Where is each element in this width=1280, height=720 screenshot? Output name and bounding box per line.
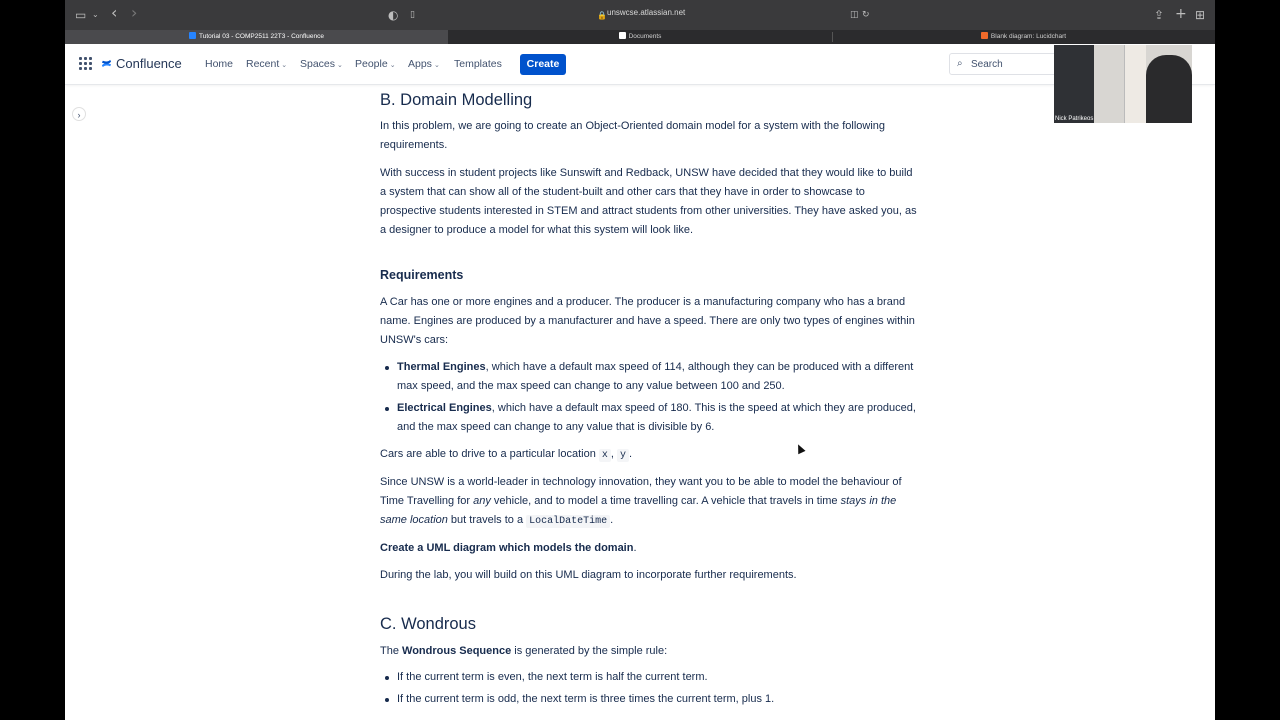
- nav-people[interactable]: People ⌄: [355, 58, 396, 70]
- app-switcher-icon[interactable]: [79, 57, 92, 70]
- video-call-tile[interactable]: [1054, 45, 1192, 123]
- tab-title: Documents: [628, 33, 662, 40]
- nav-home[interactable]: Home: [205, 58, 234, 70]
- list-item-rule-odd: If the current term is odd, the next term is three times the current term, plus 1.: [397, 690, 919, 709]
- tab-confluence[interactable]: [65, 30, 448, 44]
- lucidchart-favicon-icon: [981, 32, 988, 39]
- create-button[interactable]: Create: [520, 54, 566, 75]
- nav-spaces[interactable]: Spaces ⌄: [300, 58, 343, 70]
- nav-recent[interactable]: Recent ⌄: [246, 58, 288, 70]
- share-icon[interactable]: ⇪: [1154, 8, 1165, 22]
- search-input[interactable]: [971, 57, 1066, 71]
- tab-title: Tutorial 03 - COMP2511 22T3 - Confluence: [198, 33, 324, 40]
- requirements-heading: Requirements: [380, 268, 464, 282]
- code-y: y: [617, 449, 629, 462]
- chevron-down-icon: ⌄: [337, 62, 343, 69]
- chevron-down-icon: ⌄: [281, 62, 288, 69]
- requirements-paragraph: A Car has one or more engines and a producer. The producer is a manufacturing company who has a brand name. Engines are produced by a manufacturer and have a speed. There are only two types of engines within UNSW's cars:: [380, 296, 915, 346]
- nav-apps[interactable]: Apps ⌄: [408, 58, 440, 70]
- search-box[interactable]: [949, 53, 1069, 75]
- video-participant: [1146, 55, 1192, 123]
- list-item-electrical-engines: Electrical Engines, which have a default max speed of 180. This is the speed at which they are produced, and the max speed can change to any value that is divisible by 6.: [397, 399, 919, 437]
- cars-drive-paragraph: Cars are able to drive to a particular location x , y .: [380, 448, 633, 461]
- chevron-down-icon: ⌄: [389, 62, 396, 69]
- code-localdatetime: LocalDateTime: [526, 515, 610, 528]
- forward-icon[interactable]: ›: [131, 3, 138, 22]
- logo-text: Confluence: [116, 56, 182, 71]
- intro-paragraph-2: With success in student projects like Sunswift and Redback, UNSW have decided that they would like to build a system that can show all of the student-built and other cars that they have in order to showcase to prospective students interested in STEM and attract students from other universities. They have asked you, as a designer to produce a model for what this system will look like.: [380, 167, 917, 236]
- browser-toolbar: [65, 0, 1215, 30]
- new-tab-icon[interactable]: +: [1175, 6, 1187, 22]
- wondrous-paragraph: The Wondrous Sequence is generated by the simple rule:: [380, 645, 668, 657]
- sidebar-icon[interactable]: ▭: [75, 8, 87, 22]
- intro-paragraph-1: In this problem, we are going to create an Object-Oriented domain model for a system with the following requirements.: [380, 120, 886, 151]
- sidebar-expand-button[interactable]: ›: [72, 107, 86, 121]
- confluence-logo[interactable]: [101, 56, 182, 71]
- search-icon: ⌕: [957, 58, 963, 69]
- tab-bar: [65, 30, 1215, 44]
- nav-templates[interactable]: Templates: [454, 58, 502, 70]
- confluence-favicon-icon: [189, 32, 196, 39]
- participant-name: Nick Patrikeos: [1055, 116, 1094, 122]
- back-icon[interactable]: ‹: [111, 3, 118, 22]
- section-b-heading: B. Domain Modelling: [380, 91, 533, 109]
- during-lab-paragraph: During the lab, you will build on this UML diagram to incorporate further requirements.: [380, 569, 797, 581]
- translate-icon[interactable]: ◫: [850, 10, 859, 20]
- tab-overview-icon[interactable]: ⊞: [1195, 8, 1206, 22]
- page-icon: ▯: [410, 10, 415, 20]
- section-c-heading: C. Wondrous: [380, 615, 476, 633]
- address-bar-url[interactable]: unswcse.atlassian.net: [607, 8, 686, 17]
- tab-lucidchart[interactable]: [832, 30, 1215, 44]
- create-uml-paragraph: Create a UML diagram which models the domain.: [380, 542, 637, 554]
- code-x: x: [599, 449, 611, 462]
- chevron-down-icon[interactable]: ⌄: [92, 10, 99, 19]
- browser-window: [65, 0, 1215, 720]
- reload-icon[interactable]: ↻: [862, 10, 870, 20]
- documents-favicon-icon: [619, 32, 626, 39]
- tab-title: Blank diagram: Lucidchart: [990, 33, 1067, 40]
- video-background-door: [1124, 45, 1146, 123]
- confluence-header: [65, 44, 1215, 85]
- chevron-down-icon: ⌄: [433, 62, 440, 69]
- list-item-rule-even: If the current term is even, the next term is half the current term.: [397, 668, 919, 687]
- privacy-icon[interactable]: ◐: [388, 8, 399, 22]
- time-travel-paragraph: Since UNSW is a world-leader in technology innovation, they want you to be able to model the behaviour of Time Travelling for any vehicle, and to model a time travelling car. A vehicle that travels in time stays in the same location but travels to a LocalDateTime .: [380, 476, 902, 527]
- list-item-thermal-engines: Thermal Engines, which have a default max speed of 114, although they can be produced with a different max speed, and the max speed can change to any value between 100 and 250.: [397, 358, 919, 396]
- tab-documents[interactable]: [448, 30, 832, 44]
- lock-icon: 🔒: [597, 11, 607, 20]
- confluence-logo-icon: [101, 57, 112, 68]
